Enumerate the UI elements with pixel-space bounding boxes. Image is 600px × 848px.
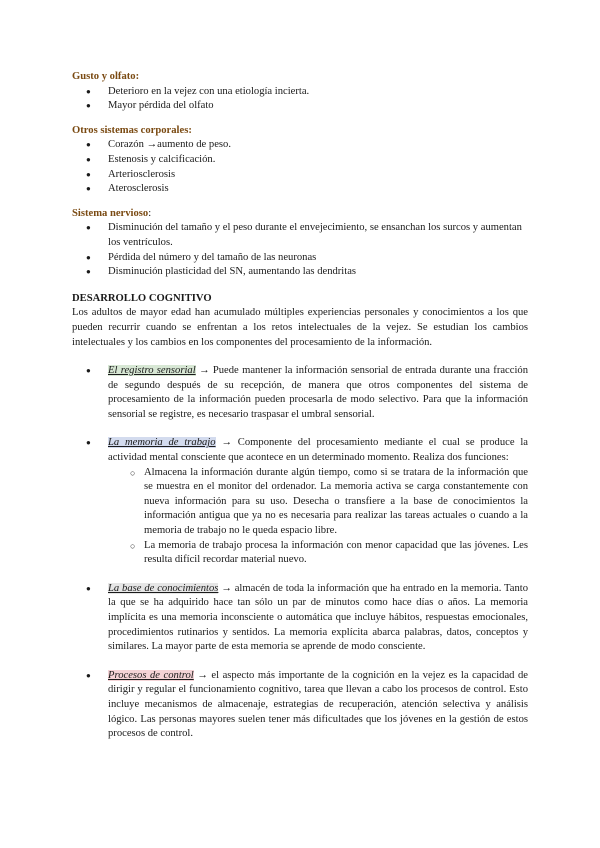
list-item: ● Estenosis y calcificación. [72,153,528,168]
bullet-list [72,138,528,196]
list-item: ● Corazón →aumento de peso. [72,138,528,153]
highlighted-term: Procesos de control [108,669,194,681]
list-item: ● Disminución del tamaño y el peso durante el envejecimiento, se ensanchan los surcos y aumentan los ventrículos. [72,221,528,250]
sub-list [108,466,528,568]
section-gusto-olfato [72,70,528,114]
list-item-procesos-control [72,669,528,742]
highlighted-term: La base de conocimientos [108,582,219,594]
section-heading-line [72,207,528,222]
highlighted-term: El registro sensorial [108,365,196,377]
bullet-list [72,221,528,279]
cognitive-components-list [72,364,528,742]
list-item: ● Deterioro en la vejez con una etiología incierta. [72,85,528,100]
list-item-registro-sensorial [72,364,528,422]
sub-list-item: ○ La memoria de trabajo procesa la información con menor capacidad que las jóvenes. Les resulta difícil recordar material nuevo. [108,539,528,568]
item-text: → almacén de toda la información que ha entrado en la memoria. Tanto la que se ha adquirido hace tan sólo un par de minutos como hace días o años. La memoria implícita es una memoria inconsciente o automática que incluye hábitos, respuestas emocionales, procedimientos rutinarios y sentidos. La memoria explícita abarca palabras, datos, conceptos y similares. La mayor parte de esta memoria se aprende de modo consciente. [108,582,528,653]
section-heading: Gusto y olfato: [72,71,140,82]
section-otros-sistemas [72,124,528,197]
item-text: → Componente del procesamiento mediante el cual se produce la actividad mental consciente que acontece en un determinado momento. Realiza dos funciones: [108,437,528,464]
item-text: → Puede mantener la información sensorial de entrada durante una fracción de segundo después de su recepción, de manera que otros componentes del sistema de procesamiento de la información pueden procesarla de modo selectivo. Para que la información sensorial se registre, es necesario traspasar el umbral sensorial. [108,365,528,420]
section-heading: Otros sistemas corporales: [72,124,192,136]
section-heading: Sistema nervioso [72,207,149,219]
list-item: ● Arteriosclerosis [72,168,528,183]
intro-paragraph: Los adultos de mayor edad han acumulado múltiples experiencias personales y conocimientos a los que pueden recurrir cuando se enfrentan a los retos intelectuales de la vejez. Se estudian los cambios intelectuales y los cambios en los componentes del procesamiento de la información. [72,307,528,348]
page-title: DESARROLLO COGNITIVO [72,292,212,304]
list-item: ● Mayor pérdida del olfato [72,99,528,114]
list-item-memoria-trabajo [72,436,528,567]
list-item: ● Disminución plasticidad del SN, aumentando las dendritas [72,265,528,280]
list-item: ● Aterosclerosis [72,182,528,197]
list-item: ● Pérdida del número y del tamaño de las neuronas [72,251,528,266]
list-item-base-conocimientos [72,582,528,655]
highlighted-term: La memoria de trabajo [108,437,216,449]
sub-list-item: ○ Almacena la información durante algún tiempo, como si se tratara de la información que se muestra en el monitor del ordenador. La memoria activa se carga constantemente con nueva información para su uso. Desecha o transfiere a la base de conocimientos la información antigua que ya no es necesaria para realizar las tareas actuales o cuando a la memoria de trabajo no le queda espacio libre. [108,466,528,539]
heading-colon: : [148,207,152,219]
item-text: → el aspecto más importante de la cognición en la vejez es la capacidad de dirigir y regular el funcionamiento cognitivo, tarea que llevan a cabo los procesos de control. Esto incluye mecanismos de almacenaje, estrategias de recuperación, atención selectiva y análisis lógico. Las personas mayores suelen tener más dificultades que los jóvenes en la gestión de estos procesos de control. [108,669,528,740]
section-sistema-nervioso [72,207,528,280]
bullet-list [72,85,528,114]
